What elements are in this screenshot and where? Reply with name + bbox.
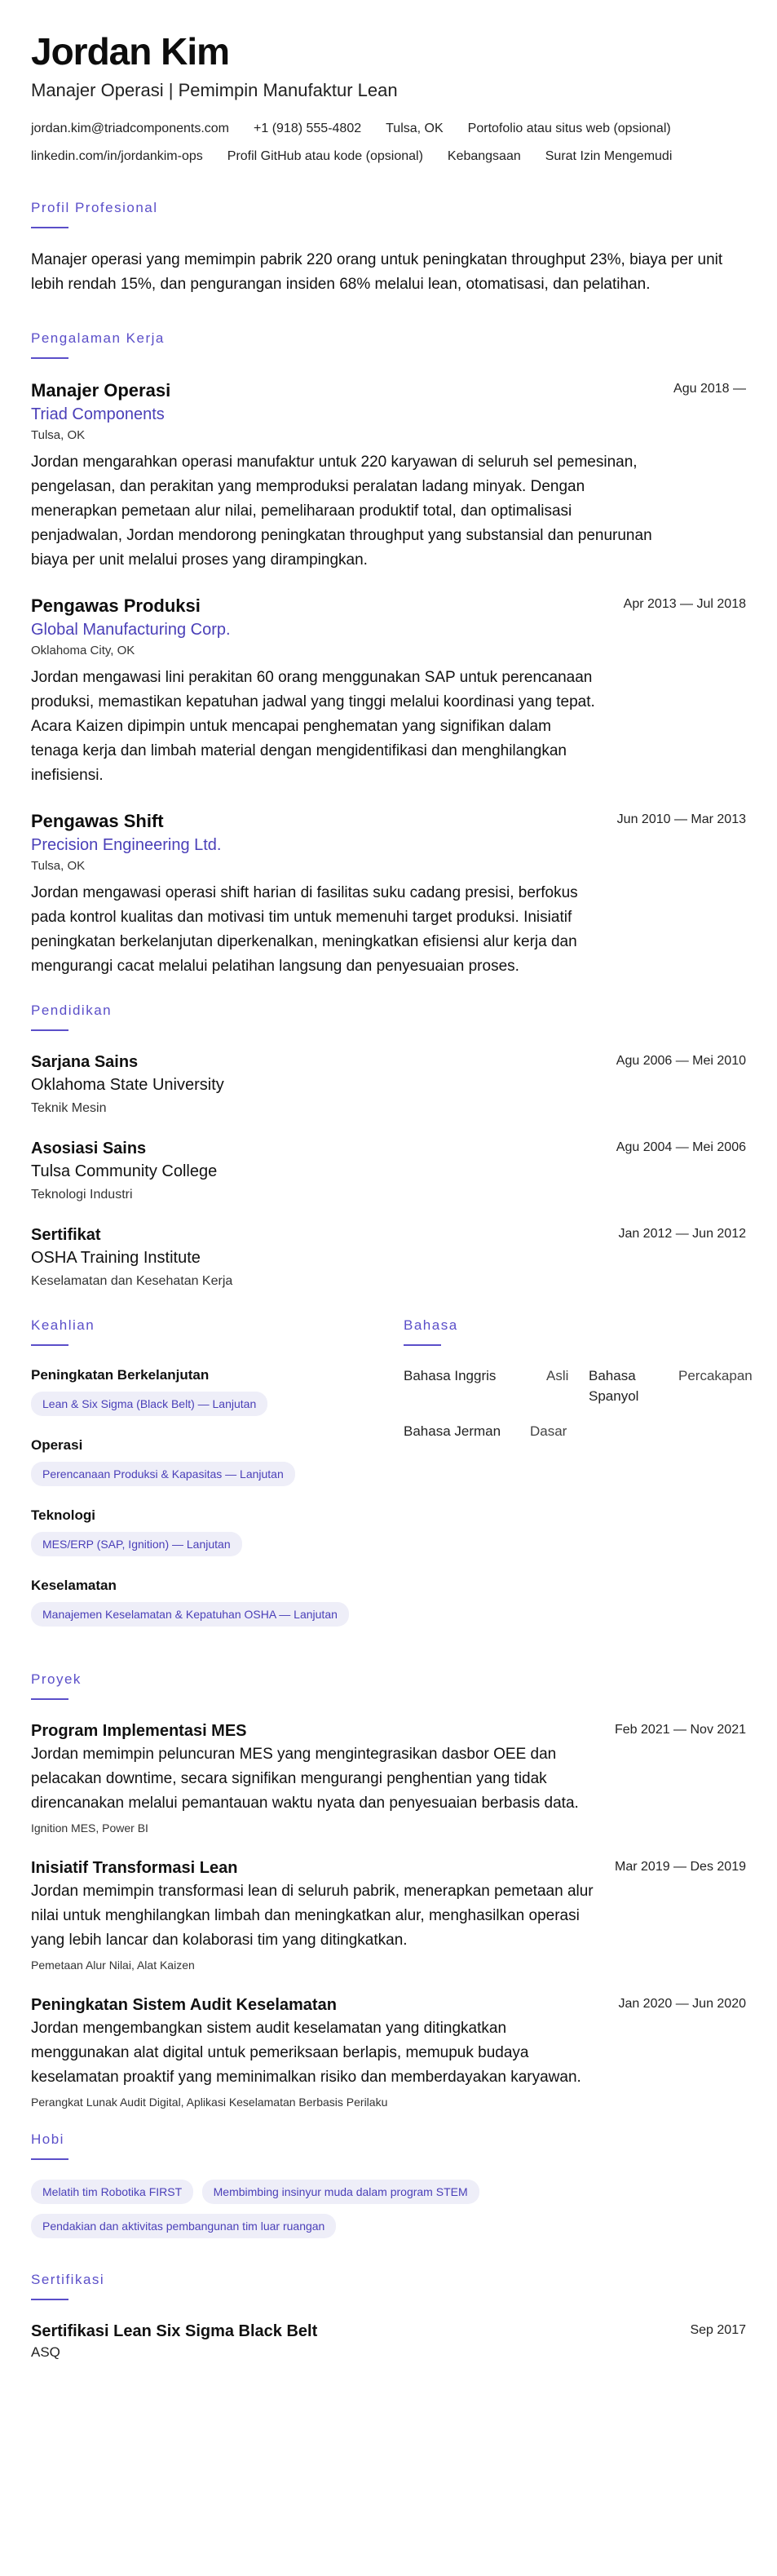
certification-date: Sep 2017	[690, 2323, 746, 2337]
certification-entry-head	[31, 2320, 746, 2343]
project-tech: Perangkat Lunak Audit Digital, Aplikasi Keselamatan Berbasis Perilaku	[31, 2096, 388, 2109]
education-entry-head	[31, 1051, 746, 1073]
contact-list	[31, 119, 746, 166]
contact-driving-license: Surat Izin Mengemudi	[545, 149, 673, 163]
skills-section	[31, 1317, 371, 1646]
job-description: Jordan mengarahkan operasi manufaktur untuk 220 karyawan di seluruh sel pemesinan, pengelasan, dan perakitan yang memproduksi peralatan ladang minyak. Dengan menerapkan pemetaan alur nilai, pemeliharaan produktif total, dan optimalisasi penjadwalan, Jordan mendorong peningkatan throughput yang substansial dan penurunan biaya per unit melalui proses yang dirampingkan.	[31, 454, 652, 569]
section-divider	[404, 1344, 441, 1346]
job-company: Precision Engineering Ltd.	[31, 836, 222, 854]
section-title-certifications: Sertifikasi	[31, 2272, 105, 2287]
job-description: Jordan mengawasi operasi shift harian di fasilitas suku cadang presisi, berfokus pada kontrol kualitas dan motivasi tim untuk memenuhi target produksi. Inisiatif peningkatan berkelanjutan diperkenalkan, meningkatkan efisiensi alur kerja dan mengurangi cacat melalui pelatihan langsung dan penyesuaian proses.	[31, 884, 578, 975]
skill-category: Peningkatan Berkelanjutan	[31, 1367, 210, 1383]
hobbies-section	[31, 2131, 746, 2243]
project-name: Inisiatif Transformasi Lean	[31, 1859, 238, 1877]
project-description: Jordan memimpin peluncuran MES yang mengintegrasikan dasbor OEE dan pelacakan downtime, secara signifikan mengurangi penghentian yang tidak direncanakan melalui pemantauan waktu nyata dan penyesuaian berbasis data.	[31, 1746, 579, 1812]
project-entry-head	[31, 1720, 746, 1742]
profile-summary: Manajer operasi yang memimpin pabrik 220 orang untuk peningkatan throughput 23%, biaya per unit lebih rendah 15%, dan pengurangan insiden 68% melalui lean, otomatisasi, dan pelatihan.	[31, 251, 723, 293]
skill-chip: Manajemen Keselamatan & Kepatuhan OSHA — Lanjutan	[31, 1602, 349, 1627]
hobby-row	[31, 2180, 746, 2209]
education-date: Jan 2012 — Jun 2012	[618, 1227, 746, 1241]
skill-group	[31, 1506, 371, 1561]
project-description: Jordan mengembangkan sistem audit keselamatan yang ditingkatkan menggunakan alat digital untuk pemeriksaan berlapis, memupuk budaya keselamatan proaktif yang meminimalkan risiko dan memberdayakan karyawan.	[31, 2020, 581, 2086]
contact-nationality: Kebangsaan	[447, 149, 521, 163]
section-title-profile: Profil Profesional	[31, 200, 158, 215]
school-name: OSHA Training Institute	[31, 1249, 201, 1267]
section-divider	[31, 1029, 68, 1031]
candidate-name: Jordan Kim	[31, 30, 230, 73]
education-entry-head	[31, 1224, 746, 1246]
section-title-hobbies: Hobi	[31, 2131, 64, 2147]
contact-github[interactable]: Profil GitHub atau kode (opsional)	[227, 149, 423, 163]
section-divider	[31, 227, 68, 228]
project-date: Jan 2020 — Jun 2020	[618, 1997, 746, 2011]
certification-entry	[31, 2320, 746, 2362]
experience-entry-head	[31, 378, 746, 403]
skills-languages-row	[31, 1317, 753, 1646]
experience-entry	[31, 378, 746, 573]
job-title: Manajer Operasi	[31, 380, 171, 401]
field-of-study: Teknik Mesin	[31, 1101, 107, 1115]
section-divider	[31, 2299, 68, 2300]
language-level: Asli	[546, 1368, 569, 1383]
skill-group	[31, 1436, 371, 1491]
job-title: Pengawas Produksi	[31, 595, 201, 616]
project-entry-head	[31, 1857, 746, 1879]
experience-entry-head	[31, 594, 746, 618]
language-level: Percakapan	[678, 1368, 753, 1383]
education-date: Agu 2004 — Mei 2006	[616, 1140, 746, 1154]
job-description: Jordan mengawasi lini perakitan 60 orang menggunakan SAP untuk perencanaan produksi, memastikan kepatuhan jadwal yang tinggi melalui koordinasi yang tepat. Acara Kaizen dipimpin untuk mencapai penghematan yang signifikan dalam tenaga kerja dan limbah material dengan mengidentifikasi dan menghilangkan inefisiensi.	[31, 669, 595, 784]
certification-name: Sertifikasi Lean Six Sigma Black Belt	[31, 2322, 318, 2340]
section-title-education: Pendidikan	[31, 1003, 113, 1018]
experience-section	[31, 330, 746, 979]
language-level	[669, 1421, 750, 1441]
section-title-experience: Pengalaman Kerja	[31, 330, 165, 346]
project-name: Program Implementasi MES	[31, 1722, 247, 1740]
skill-category: Teknologi	[31, 1507, 96, 1523]
section-title-languages: Bahasa	[404, 1317, 458, 1333]
job-date: Apr 2013 — Jul 2018	[623, 597, 746, 611]
degree-title: Sertifikat	[31, 1226, 101, 1244]
job-date: Agu 2018 —	[673, 382, 746, 396]
field-of-study: Teknologi Industri	[31, 1188, 133, 1202]
projects-section	[31, 1671, 746, 2111]
contact-portfolio[interactable]: Portofolio atau situs web (opsional)	[467, 122, 671, 135]
language-name: Bahasa Spanyol	[589, 1368, 639, 1404]
education-entry	[31, 1137, 746, 1206]
education-entry-head	[31, 1137, 746, 1160]
skill-group	[31, 1576, 371, 1631]
profile-section	[31, 199, 746, 297]
hobby-row	[31, 2214, 746, 2243]
language-name: Bahasa Inggris	[404, 1368, 497, 1383]
project-name: Peningkatan Sistem Audit Keselamatan	[31, 1996, 337, 2014]
hobby-chip: Melatih tim Robotika FIRST	[31, 2180, 193, 2204]
school-name: Oklahoma State University	[31, 1076, 224, 1094]
skill-chip: Lean & Six Sigma (Black Belt) — Lanjutan	[31, 1392, 267, 1416]
contact-phone[interactable]: +1 (918) 555-4802	[254, 122, 362, 135]
education-entry	[31, 1224, 746, 1292]
language-level: Dasar	[530, 1423, 567, 1439]
job-location: Tulsa, OK	[31, 859, 86, 873]
project-entry	[31, 1720, 746, 1837]
section-divider	[31, 2158, 68, 2160]
certification-issuer: ASQ	[31, 2344, 60, 2360]
language-name	[579, 1421, 669, 1441]
job-company: Global Manufacturing Corp.	[31, 621, 231, 639]
project-tech: Ignition MES, Power BI	[31, 1821, 148, 1835]
degree-title: Asosiasi Sains	[31, 1140, 147, 1157]
project-entry	[31, 1994, 746, 2111]
job-date: Jun 2010 — Mar 2013	[616, 812, 746, 826]
skill-chip: Perencanaan Produksi & Kapasitas — Lanjutan	[31, 1462, 295, 1486]
project-entry	[31, 1857, 746, 1974]
education-entry	[31, 1051, 746, 1119]
project-date: Mar 2019 — Des 2019	[615, 1860, 746, 1874]
section-divider	[31, 1344, 68, 1346]
section-title-projects: Proyek	[31, 1671, 82, 1687]
project-date: Feb 2021 — Nov 2021	[615, 1723, 746, 1737]
section-divider	[31, 357, 68, 359]
job-title: Pengawas Shift	[31, 811, 164, 831]
project-entry-head	[31, 1994, 746, 2016]
contact-location: Tulsa, OK	[386, 122, 444, 135]
education-date: Agu 2006 — Mei 2010	[616, 1054, 746, 1068]
job-company: Triad Components	[31, 405, 165, 423]
languages-section	[404, 1317, 753, 1646]
experience-entry	[31, 594, 746, 788]
school-name: Tulsa Community College	[31, 1162, 218, 1180]
job-location: Oklahoma City, OK	[31, 644, 135, 657]
section-title-skills: Keahlian	[31, 1317, 95, 1333]
certifications-section	[31, 2271, 746, 2362]
education-section	[31, 1002, 746, 1292]
hobby-chip: Membimbing insinyur muda dalam program STEM	[202, 2180, 479, 2204]
candidate-headline: Manajer Operasi | Pemimpin Manufaktur Lean	[31, 80, 398, 100]
skill-category: Operasi	[31, 1437, 83, 1453]
skill-chip: MES/ERP (SAP, Ignition) — Lanjutan	[31, 1532, 242, 1556]
experience-entry	[31, 809, 746, 979]
degree-title: Sarjana Sains	[31, 1053, 139, 1071]
project-tech: Pemetaan Alur Nilai, Alat Kaizen	[31, 1959, 195, 1972]
hobby-chip: Pendakian dan aktivitas pembangunan tim luar ruangan	[31, 2214, 336, 2238]
section-divider	[31, 1698, 68, 1700]
skill-group	[31, 1365, 371, 1421]
job-location: Tulsa, OK	[31, 428, 86, 442]
languages-grid	[404, 1365, 753, 1441]
resume-header	[31, 29, 746, 166]
language-name: Bahasa Jerman	[404, 1423, 501, 1439]
project-description: Jordan memimpin transformasi lean di seluruh pabrik, menerapkan pemetaan alur nilai untuk menghilangkan limbah dan meningkatkan alur, menghasilkan operasi yang lebih lancar dan kolaborasi tim yang ditingkatkan.	[31, 1883, 594, 1949]
skill-category: Keselamatan	[31, 1578, 117, 1593]
contact-linkedin[interactable]: linkedin.com/in/jordankim-ops	[31, 149, 203, 163]
contact-email[interactable]: jordan.kim@triadcomponents.com	[31, 122, 230, 135]
experience-entry-head	[31, 809, 746, 834]
field-of-study: Keselamatan dan Kesehatan Kerja	[31, 1274, 233, 1288]
